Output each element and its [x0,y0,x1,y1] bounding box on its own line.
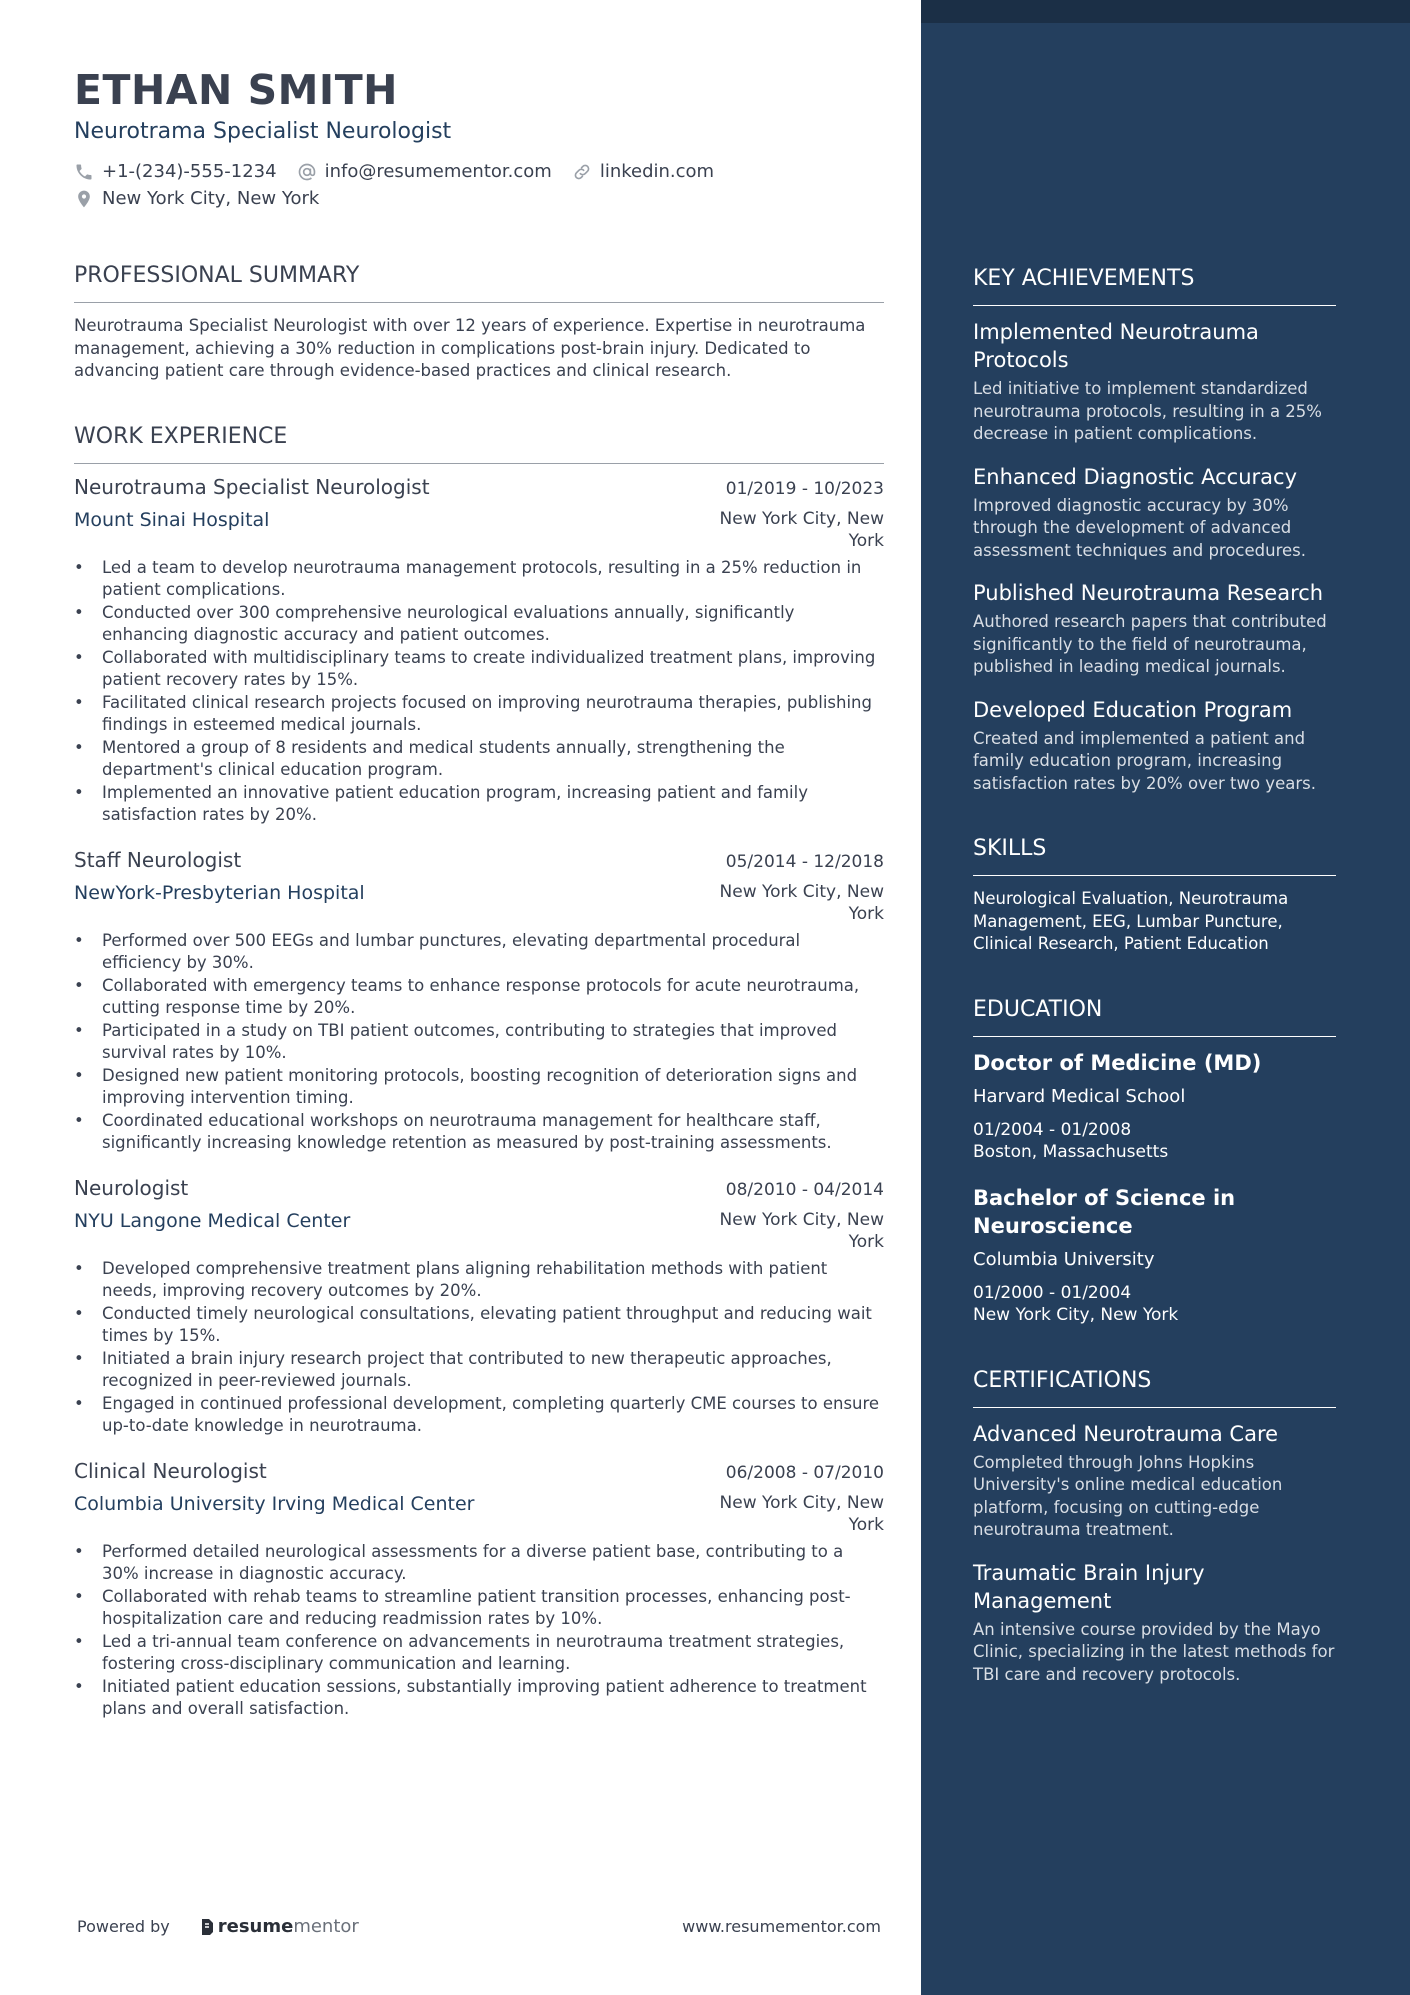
phone-text: +1-(234)-555-1234 [102,161,277,182]
bullet-item: • Conducted timely neurological consultations, elevating patient throughput and reducing wait times by 15%. [74,1303,884,1348]
at-icon [297,162,317,182]
bullet-item: • Performed detailed neurological assessments for a diverse patient base, contributing to a 30% increase in diagnostic accuracy. [74,1541,884,1586]
location-text: New York City, New York [102,188,320,209]
linkedin-contact[interactable] [572,158,714,185]
job-dates: 05/2014 - 12/2018 [725,851,884,872]
certifications-heading: CERTIFICATIONS [973,1367,1336,1408]
certification-desc: Completed through Johns Hopkins University's online medical education platform, focusing on cutting-edge neurotrauma treatment. [973,1452,1283,1539]
education-heading: EDUCATION [973,996,1336,1037]
job-entry [74,1458,884,1721]
job-location: New York City, New York [719,508,884,551]
bullet-item: • Coordinated educational workshops on neurotrauma management for healthcare staff, significantly increasing knowledge retention as measured by post-training assessments. [74,1110,884,1155]
bullet-item: • Led a tri-annual team conference on advancements in neurotrauma treatment strategies, fostering cross-disciplinary communication and learning. [74,1631,884,1676]
certification-title: Traumatic Brain Injury Management [973,1560,1205,1613]
email-text[interactable]: info@resumementor.com [324,161,552,182]
phone-contact [74,158,277,185]
education-location: New York City, New York [973,1305,1179,1325]
link-icon [572,162,592,182]
job-role: Clinical Neurologist [74,1458,267,1483]
achievements-heading: KEY ACHIEVEMENTS [973,265,1336,306]
powered-by-text: Powered by [77,1917,170,1936]
achievement-title: Developed Education Program [973,697,1293,722]
location-contact [74,185,319,212]
bullet-item: • Facilitated clinical research projects focused on improving neurotrauma therapies, publishing findings in esteemed medical journals. [74,692,884,737]
email-contact[interactable] [297,158,552,185]
job-company: Columbia University Irving Medical Center [74,1492,475,1515]
achievement-item [973,463,1410,563]
certification-item [973,1420,1410,1542]
achievement-title: Implemented Neurotrauma Protocols [973,320,1259,372]
resumementor-logo[interactable] [200,1916,359,1937]
bullet-item: • Designed new patient monitoring protocols, boosting recognition of deterioration signs and improving intervention timing. [74,1065,884,1110]
achievement-item [973,579,1410,679]
job-bullets [74,1541,884,1721]
job-entry [74,474,884,827]
achievements-section [973,265,1410,795]
education-item [973,1049,1410,1164]
experience-section [74,423,921,1721]
achievement-title: Enhanced Diagnostic Accuracy [973,464,1298,489]
bullet-item: • Collaborated with multidisciplinary teams to create individualized treatment plans, improving patient recovery rates by 15%. [74,647,884,692]
skills-section [973,835,1410,956]
job-dates: 08/2010 - 04/2014 [725,1179,884,1200]
bullet-item: • Initiated a brain injury research project that contributed to new therapeutic approaches, recognized in peer-reviewed journals. [74,1348,884,1393]
footer [77,1916,881,1937]
job-dates: 01/2019 - 10/2023 [725,478,884,499]
sidebar-top-bar [921,0,1410,23]
job-bullets [74,557,884,827]
bullet-item: • Conducted over 300 comprehensive neurological evaluations annually, significantly enhancing diagnostic accuracy and patient outcomes. [74,602,884,647]
job-location: New York City, New York [719,1209,884,1252]
job-role: Neurotrauma Specialist Neurologist [74,474,430,499]
map-pin-icon [74,189,94,209]
bullet-item: • Mentored a group of 8 residents and medical students annually, strengthening the department's clinical education program. [74,737,884,782]
certification-title: Advanced Neurotrauma Care [973,1421,1279,1446]
footer-website-link[interactable]: www.resumementor.com [682,1917,881,1936]
education-location: Boston, Massachusetts [973,1142,1169,1162]
summary-heading: PROFESSIONAL SUMMARY [74,262,884,303]
education-school: Columbia University [973,1248,1155,1270]
bullet-item: • Collaborated with emergency teams to enhance response protocols for acute neurotrauma, cutting response time by 20%. [74,975,884,1020]
achievement-title: Published Neurotrauma Research [973,581,1324,605]
education-dates: 01/2000 - 01/2004 [973,1282,1132,1303]
achievement-desc: Authored research papers that contributed significantly to the field of neurotrauma, published in leading medical journals. [973,612,1327,676]
logo-mark-icon [200,1918,214,1936]
bullet-item: • Participated in a study on TBI patient outcomes, contributing to strategies that improved survival rates by 10%. [74,1020,884,1065]
job-bullets [74,1258,884,1438]
linkedin-text[interactable]: linkedin.com [599,161,715,182]
candidate-name: ETHAN SMITH [74,66,398,114]
bullet-item: • Led a team to develop neurotrauma management protocols, resulting in a 25% reduction in patient complications. [74,557,884,602]
education-dates: 01/2004 - 01/2008 [973,1119,1132,1140]
job-location: New York City, New York [719,1492,884,1535]
job-company: NYU Langone Medical Center [74,1209,351,1232]
achievement-item [973,318,1410,446]
job-role: Staff Neurologist [74,847,242,872]
contact-info [74,158,921,212]
bullet-item: • Collaborated with rehab teams to streamline patient transition processes, enhancing post-hospitalization care and reducing readmission rates by 10%. [74,1586,884,1631]
job-entry [74,847,884,1155]
phone-icon [74,162,94,182]
education-degree: Bachelor of Science in Neuroscience [973,1185,1236,1238]
bullet-item: • Engaged in continued professional development, completing quarterly CME courses to ensure up-to-date knowledge in neurotrauma. [74,1393,884,1438]
sidebar [921,0,1410,1995]
logo-text-light: mentor [293,1916,359,1937]
summary-text: Neurotrauma Specialist Neurologist with over 12 years of experience. Expertise in neurotrauma management, achieving a 30% reduction in complications post-brain injury. Dedicated to advancing patient care through evidence-based practices and clinical research. [74,316,866,380]
job-entry [74,1175,884,1438]
education-school: Harvard Medical School [973,1085,1186,1107]
job-company: Mount Sinai Hospital [74,508,270,531]
skills-text: Neurological Evaluation, Neurotrauma Management, EEG, Lumbar Puncture, Clinical Research, Patient Education [973,889,1289,953]
bullet-item: • Performed over 500 EEGs and lumbar punctures, elevating departmental procedural efficiency by 30%. [74,930,884,975]
job-bullets [74,930,884,1155]
bullet-item: • Implemented an innovative patient education program, increasing patient and family satisfaction rates by 20%. [74,782,884,827]
education-section [973,996,1410,1327]
logo-text-bold: resume [217,1916,294,1937]
education-degree: Doctor of Medicine (MD) [973,1050,1262,1075]
job-dates: 06/2008 - 07/2010 [725,1462,884,1483]
experience-heading: WORK EXPERIENCE [74,423,884,464]
education-item [973,1184,1410,1327]
skills-heading: SKILLS [973,835,1336,876]
certification-desc: An intensive course provided by the Mayo Clinic, specializing in the latest methods for TBI care and recovery protocols. [973,1619,1335,1684]
certification-item [973,1559,1410,1687]
bullet-item: • Developed comprehensive treatment plans aligning rehabilitation methods with patient needs, improving recovery outcomes by 20%. [74,1258,884,1303]
achievement-desc: Led initiative to implement standardized neurotrauma protocols, resulting in a 25% decrease in patient complications. [973,379,1322,443]
job-location: New York City, New York [719,881,884,924]
achievement-desc: Improved diagnostic accuracy by 30% through the development of advanced assessment techniques and procedures. [973,495,1307,560]
achievement-item [973,696,1410,796]
certifications-section [973,1367,1410,1687]
candidate-title: Neurotrama Specialist Neurologist [74,119,452,144]
achievement-desc: Created and implemented a patient and family education program, increasing satisfaction rates by 20% over two years. [973,728,1316,793]
bullet-item: • Initiated patient education sessions, substantially improving patient adherence to treatment plans and overall satisfaction. [74,1676,884,1721]
summary-section [74,262,921,383]
job-company: NewYork-Presbyterian Hospital [74,881,365,904]
job-role: Neurologist [74,1175,189,1200]
